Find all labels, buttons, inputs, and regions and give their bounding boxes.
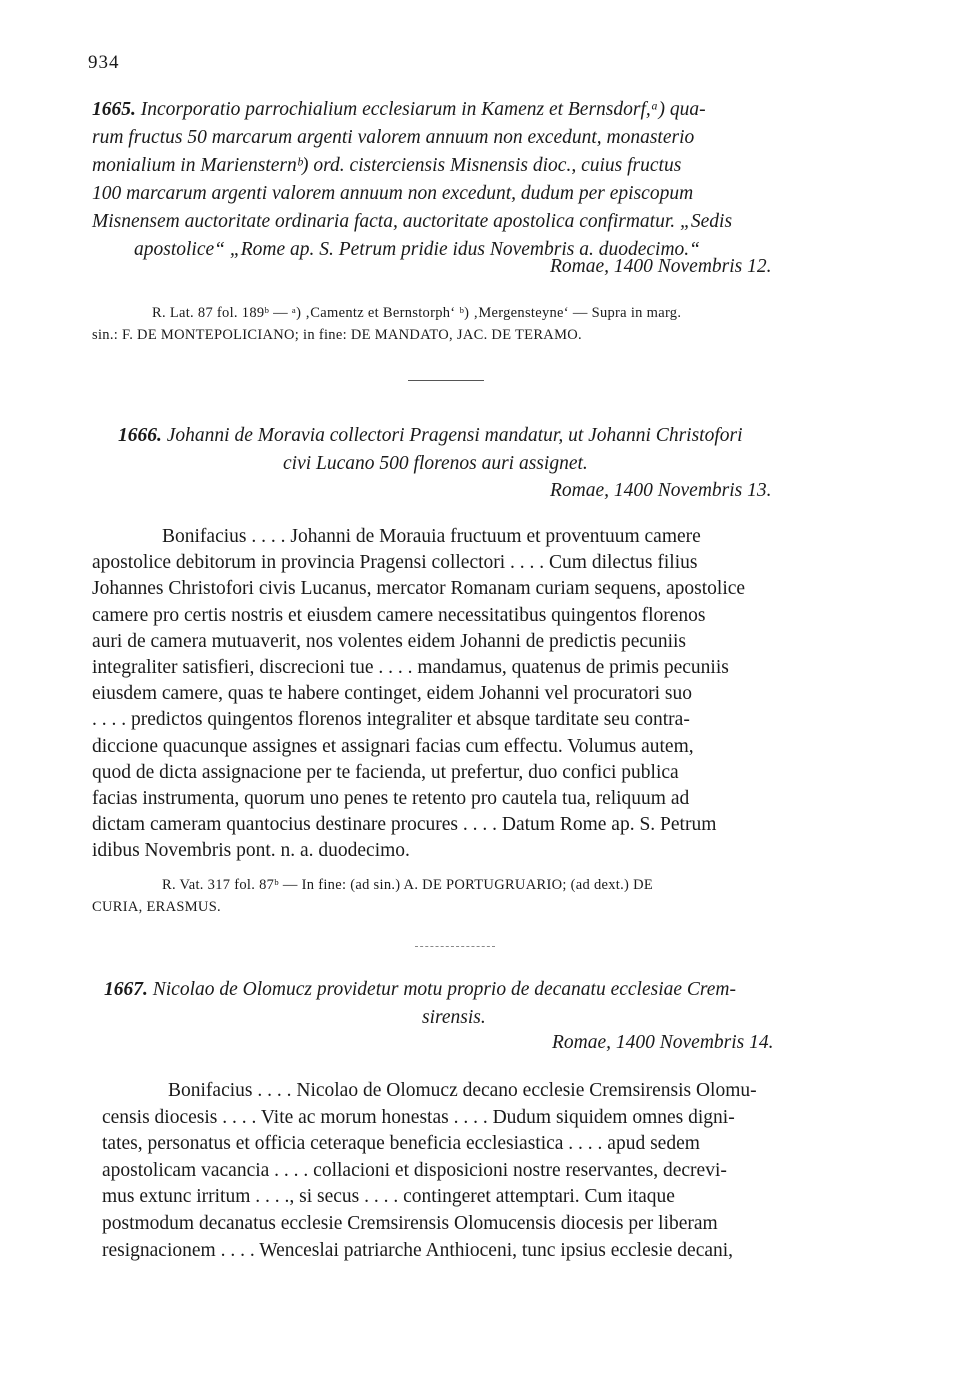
body-line: integraliter satisfieri, discrecioni tue . . . . mandamus, quatenus de primis pecuniis bbox=[92, 657, 729, 679]
regest-line: sirensis. bbox=[422, 1007, 486, 1028]
regest-line: rum fructus 50 marcarum argenti valorem annuum non excedunt, monasterio bbox=[92, 127, 695, 148]
regest-line: civi Lucano 500 florenos auri assignet. bbox=[283, 453, 588, 474]
entry-number: 1666. bbox=[118, 425, 162, 446]
page-number: 934 bbox=[88, 52, 120, 73]
body-line: idibus Novembris pont. n. a. duodecimo. bbox=[92, 840, 410, 862]
entry-1665-regest bbox=[92, 96, 832, 264]
body-line: facias instrumenta, quorum uno penes te retento pro cautela tua, reliquum ad bbox=[92, 788, 690, 810]
body-line: Bonifacius . . . . Nicolao de Olomucz decano ecclesie Cremsirensis Olomu- bbox=[168, 1080, 757, 1101]
entry-1666-date: Romae, 1400 Novembris 13. bbox=[550, 480, 772, 501]
body-line: diccione quacunque assignes et assignari facias cum effectu. Volumus autem, bbox=[92, 735, 694, 757]
regest-line: apostolice“ „Rome ap. S. Petrum pridie idus Novembris a. duodecimo.“ bbox=[134, 239, 701, 260]
body-line: quod de dicta assignacione per te facienda, ut prefertur, duo confici publica bbox=[92, 761, 679, 783]
body-line: dictam cameram quantocius destinare procures . . . . Datum Rome ap. S. Petrum bbox=[92, 814, 717, 836]
entry-1667-date: Romae, 1400 Novembris 14. bbox=[552, 1032, 774, 1053]
regest-line: monialium in Mariensternᵇ) ord. cisterciensis Misnensis dioc., cuius fructus bbox=[92, 155, 682, 176]
body-line: auri de camera mutuaverit, nos volentes eidem Johanni de predictis pecuniis bbox=[92, 630, 687, 652]
regest-text: Incorporatio parrochialium ecclesiarum in Kamenz et Bernsdorf,ᵃ) qua- bbox=[140, 99, 706, 120]
body-line: apostolice debitorum in provincia Pragensi collectori . . . . Cum dilectus filius bbox=[92, 552, 698, 574]
regest-line bbox=[92, 96, 832, 124]
regest-line: 100 marcarum argenti valorem annuum non excedunt, dudum per episcopum bbox=[92, 183, 694, 204]
entry-1666-source-note bbox=[92, 874, 832, 918]
body-line: mus extunc irritum . . . ., si secus . . . . contingeret attemptari. Cum itaque bbox=[102, 1186, 675, 1208]
separator-rule bbox=[415, 946, 495, 947]
body-line: apostolicam vacancia . . . . collacioni et disposicioni nostre reservantes, decrevi- bbox=[102, 1159, 727, 1181]
note-line: CURIA, ERASMUS. bbox=[92, 899, 221, 915]
entry-number: 1665. bbox=[92, 99, 136, 120]
regest-text: Nicolao de Olomucz providetur motu proprio de decanatu ecclesiae Crem- bbox=[152, 979, 737, 1000]
body-line: . . . . predictos quingentos florenos integraliter et absque tarditate seu contra- bbox=[92, 709, 690, 731]
note-line: R. Vat. 317 fol. 87ᵇ — In fine: (ad sin.) A. DE PORTUGRUARIO; (ad dext.) DE bbox=[162, 877, 654, 893]
entry-1666-body bbox=[92, 524, 830, 865]
entry-1665-date: Romae, 1400 Novembris 12. bbox=[550, 256, 772, 277]
body-line: tates, personatus et officia ceteraque beneficia ecclesiastica . . . . apud sedem bbox=[102, 1133, 700, 1155]
body-line: postmodum decanatus ecclesie Cremsirensis Olomucensis diocesis per liberam bbox=[102, 1212, 718, 1234]
regest-line: Misnensem auctoritate ordinaria facta, auctoritate apostolica confirmatur. „Sedis bbox=[92, 211, 733, 232]
entry-1666-regest bbox=[118, 422, 838, 478]
entry-1667-body bbox=[102, 1078, 834, 1264]
note-line: R. Lat. 87 fol. 189ᵇ — ᵃ) ‚Camentz et Bernstorph‘ ᵇ) ‚Mergensteyne‘ — Supra in marg. bbox=[152, 305, 682, 321]
body-line: eiusdem camere, quas te habere continget, eidem Johanni vel procuratori suo bbox=[92, 683, 692, 705]
regest-line bbox=[118, 422, 838, 450]
regest-text: Johanni de Moravia collectori Pragensi mandatur, ut Johanni Christofori bbox=[166, 425, 743, 446]
entry-1667-regest bbox=[104, 976, 844, 1032]
separator-rule bbox=[408, 380, 484, 381]
body-line: censis diocesis . . . . Vite ac morum honestas . . . . Dudum siquidem omnes digni- bbox=[102, 1106, 735, 1128]
body-line: camere pro certis nostris et eiusdem camere necessitatibus quingentos florenos bbox=[92, 604, 706, 626]
body-line: Johannes Christofori civis Lucanus, mercator Romanam curiam sequens, apostolice bbox=[92, 578, 746, 600]
entry-number: 1667. bbox=[104, 979, 148, 1000]
body-line: resignacionem . . . . Wenceslai patriarche Anthioceni, tunc ipsius ecclesie decani, bbox=[102, 1239, 734, 1261]
body-line: Bonifacius . . . . Johanni de Morauia fructuum et proventuum camere bbox=[162, 526, 701, 547]
note-line: sin.: F. DE MONTEPOLICIANO; in fine: DE MANDATO, JAC. DE TERAMO. bbox=[92, 327, 582, 343]
regest-line bbox=[104, 976, 844, 1004]
entry-1665-source-note bbox=[92, 302, 832, 346]
